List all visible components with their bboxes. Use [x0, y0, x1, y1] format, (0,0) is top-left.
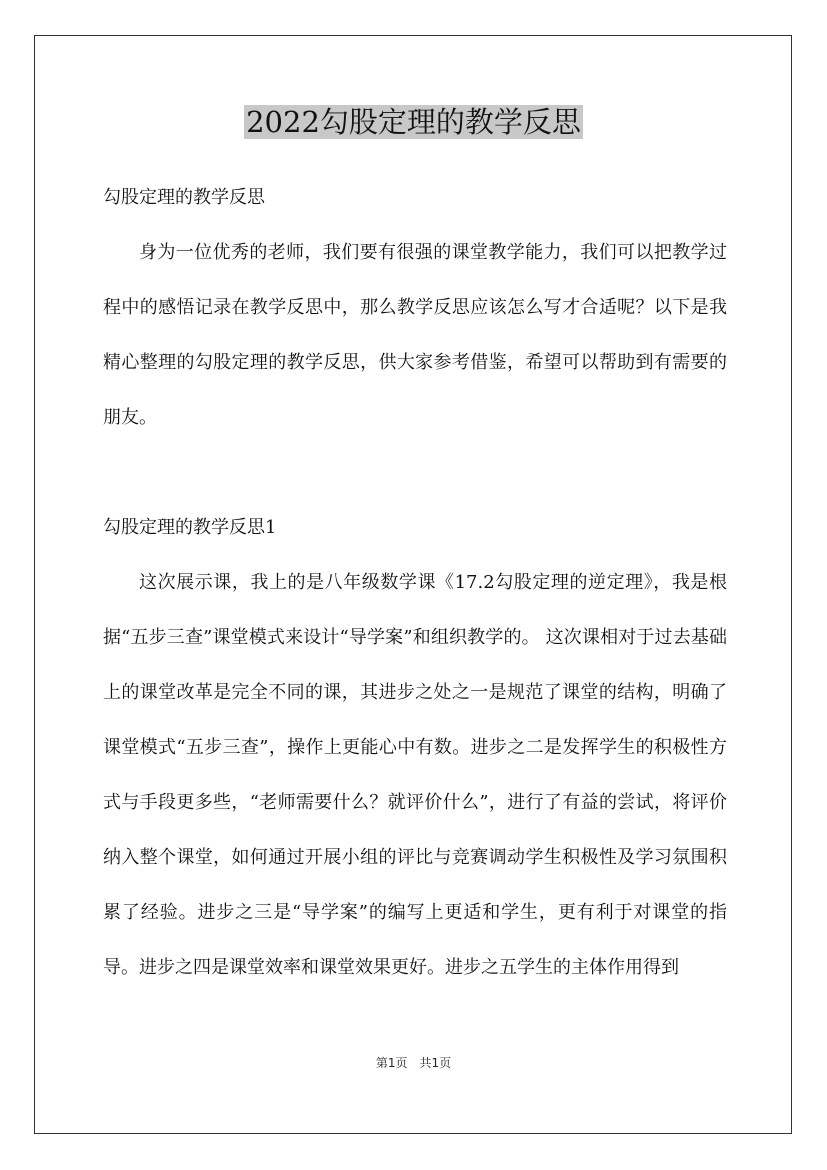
paragraph-gap — [103, 445, 727, 500]
section-1-heading: 勾股定理的教学反思1 — [103, 517, 277, 538]
subtitle: 勾股定理的教学反思 — [103, 187, 265, 208]
section-1-paragraph: 这次展示课，我上的是八年级数学课《17.2勾股定理的逆定理》，我是根据“五步三查”课堂模式来设计“导学案”和组织教学的。 这次课相对于过去基础上的课堂改革是完全不同的课，其进步之处之一是规范了课堂的结构，明确了课堂模式“五步三查”，操作上更能心中有数。进步之二是发挥学生的积极性方式与手段更多些，“老师需要什么？就评价什么”，进行了有益的尝试，将评价纳入整个课堂，如何通过开展小组的评比与竞赛调动学生积极性及学习氛围积累了经验。进步之三是“导学案”的编写上更适和学生，更有利于对课堂的指导。进步之四是课堂效率和课堂效果更好。进步之五学生的主体作用得到 — [103, 572, 727, 978]
document-title-text: 2022勾股定理的教学反思 — [246, 105, 581, 139]
intro-paragraph: 身为一位优秀的老师，我们要有很强的课堂教学能力，我们可以把教学过程中的感悟记录在教学反思中，那么教学反思应该怎么写才合适呢？以下是我精心整理的勾股定理的教学反思，供大家参考借鉴，希望可以帮助到有需要的朋友。 — [103, 242, 727, 428]
document-body — [103, 170, 727, 995]
page-footer: 第1页 共1页 — [375, 1056, 452, 1070]
document-title — [0, 102, 827, 142]
